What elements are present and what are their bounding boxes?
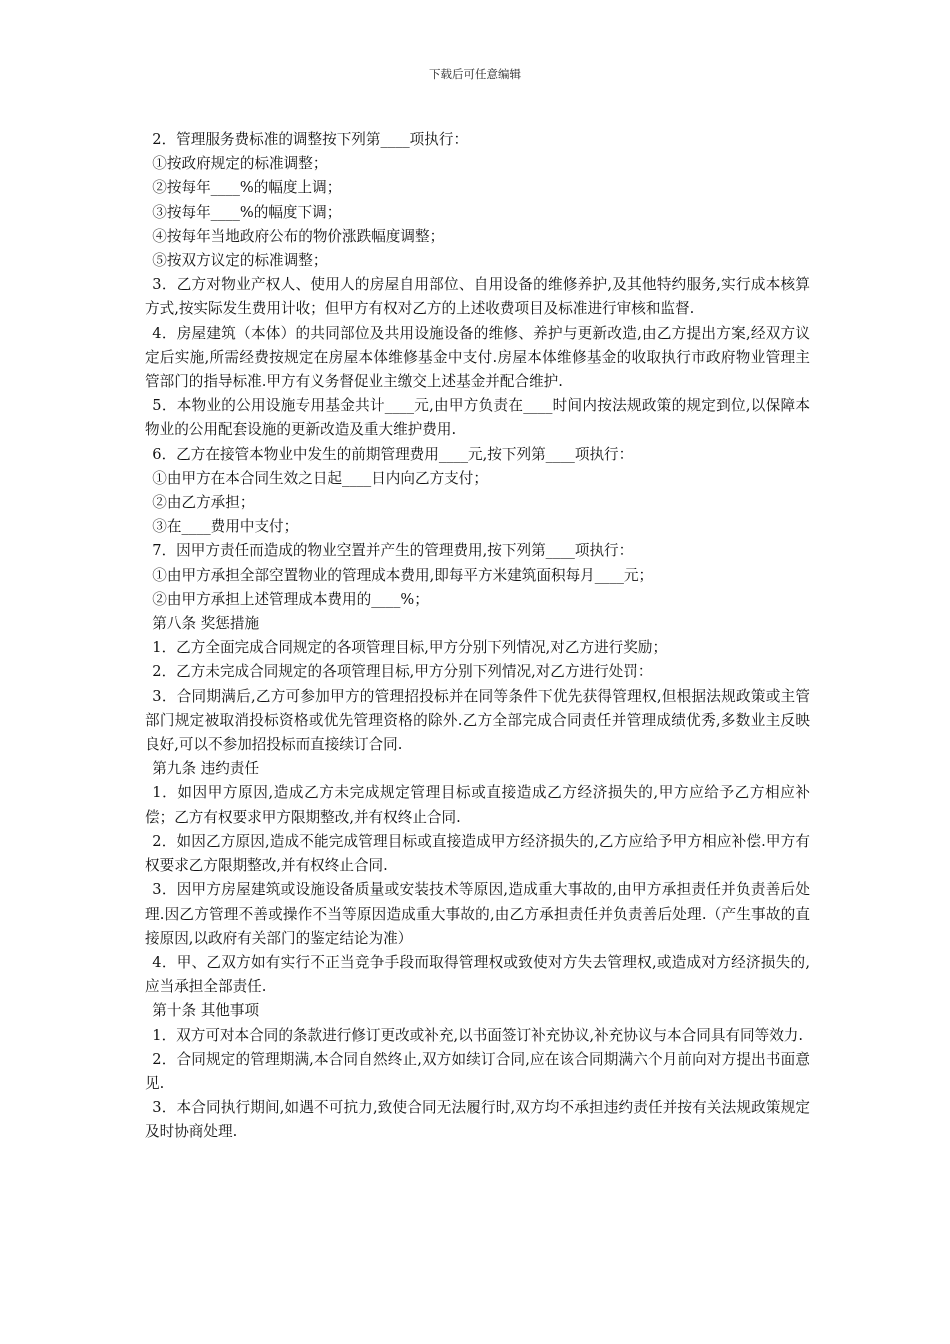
- section-heading: 第九条 违约责任: [152, 760, 260, 778]
- paragraph: 2．合同规定的管理期满,本合同自然终止,双方如续订合同,应在该合同期满六个月前向对方提出书面意见.: [145, 1050, 810, 1092]
- section-heading: 第八条 奖惩措施: [152, 615, 260, 633]
- contract-body: [145, 128, 810, 1145]
- paragraph: 7．因甲方责任而造成的物业空置并产生的管理费用,按下列第____项执行：: [152, 542, 634, 560]
- paragraph: 3．因甲方房屋建筑或设施设备质量或安装技术等原因,造成重大事故的,由甲方承担责任并负责善后处理.因乙方管理不善或操作不当等原因造成重大事故的,由乙方承担责任并负责善后处理.（产生事故的直接原因,以政府有关部门的鉴定结论为准）: [145, 881, 810, 947]
- paragraph: ①由甲方承担全部空置物业的管理成本费用,即每平方米建筑面积每月____元；: [152, 566, 654, 584]
- paragraph: 1．如因甲方原因,造成乙方未完成规定管理目标或直接造成乙方经济损失的,甲方应给予乙方相应补偿；乙方有权要求甲方限期整改,并有权终止合同.: [145, 784, 810, 826]
- paragraph: ②按每年____%的幅度上调；: [152, 179, 342, 197]
- paragraph: 3．本合同执行期间,如遇不可抗力,致使合同无法履行时,双方均不承担违约责任并按有关法规政策规定及时协商处理.: [145, 1099, 810, 1141]
- paragraph: 2．管理服务费标准的调整按下列第____项执行：: [152, 131, 469, 148]
- paragraph: 1．双方可对本合同的条款进行修订更改或补充,以书面签订补充协议,补充协议与本合同具有同等效力.: [152, 1026, 804, 1044]
- paragraph: ②由乙方承担；: [152, 494, 255, 512]
- paragraph: 6．乙方在接管本物业中发生的前期管理费用____元,按下列第____项执行：: [152, 445, 634, 463]
- paragraph: ①由甲方在本合同生效之日起____日内向乙方支付；: [152, 469, 488, 487]
- paragraph: 4．甲、乙双方如有实行不正当竞争手段而取得管理权或致使对方失去管理权,或造成对方经济损失的,应当承担全部责任.: [145, 953, 810, 996]
- page-header: 下载后可任意编辑: [429, 67, 521, 81]
- paragraph: 3．乙方对物业产权人、使用人的房屋自用部位、自用设备的维修养护,及其他特约服务,实行成本核算方式,按实际发生费用计收；但甲方有权对乙方的上述收费项目及标准进行审核和监督.: [145, 276, 810, 318]
- paragraph: 5．本物业的公用设施专用基金共计____元,由甲方负责在____时间内按法规政策的规定到位,以保障本物业的公用配套设施的更新改造及重大维护费用.: [145, 397, 810, 439]
- paragraph: ②由甲方承担上述管理成本费用的____%；: [152, 590, 429, 608]
- paragraph: 3．合同期满后,乙方可参加甲方的管理招投标并在同等条件下优先获得管理权,但根据法规政策或主管部门规定被取消投标资格或优先管理资格的除外.乙方全部完成合同责任并管理成绩优秀,多数业主反映良好,可以不参加招投标而直接续订合同.: [145, 687, 810, 754]
- paragraph: ③在____费用中支付；: [152, 518, 299, 536]
- paragraph: 2．乙方未完成合同规定的各项管理目标,甲方分别下列情况,对乙方进行处罚：: [152, 663, 653, 681]
- paragraph: 2．如因乙方原因,造成不能完成管理目标或直接造成甲方经济损失的,乙方应给予甲方相应补偿.甲方有权要求乙方限期整改,并有权终止合同.: [145, 832, 810, 875]
- paragraph: 4．房屋建筑（本体）的共同部位及共用设施设备的维修、养护与更新改造,由乙方提出方案,经双方议定后实施,所需经费按规定在房屋本体维修基金中支付.房屋本体维修基金的收取执行市政府物业管理主管部门的指导标准.甲方有义务督促业主缴交上述基金并配合维护.: [145, 324, 810, 391]
- paragraph: 1．乙方全面完成合同规定的各项管理目标,甲方分别下列情况,对乙方进行奖励；: [152, 639, 668, 657]
- paragraph: ③按每年____%的幅度下调；: [152, 203, 342, 221]
- paragraph: ④按每年当地政府公布的物价涨跌幅度调整；: [152, 227, 445, 245]
- section-heading: 第十条 其他事项: [152, 1002, 260, 1020]
- paragraph: ⑤按双方议定的标准调整；: [152, 252, 328, 270]
- paragraph: ①按政府规定的标准调整；: [152, 155, 328, 173]
